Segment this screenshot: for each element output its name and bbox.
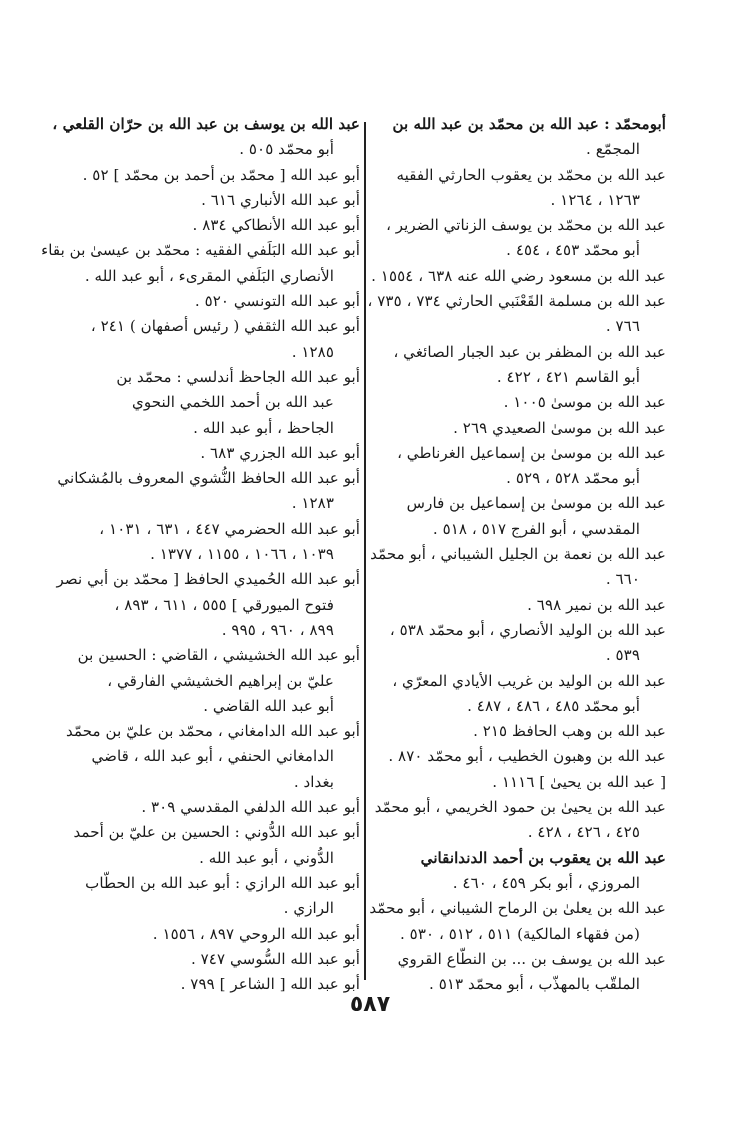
entry-line: أبو عبد الله الأنطاكي ٨٣٤ . xyxy=(192,216,360,235)
entry-line: عبد الله بن الوليد الأنصاري ، أبو محمّد ٥٣٨ ، xyxy=(389,620,666,639)
entry-line: عبد الله بن يوسف بن عبد الله بن حرّان القلعي ، xyxy=(52,115,360,133)
index-column-right xyxy=(367,112,666,997)
index-entry xyxy=(369,896,666,947)
index-entry xyxy=(378,593,666,618)
index-entry xyxy=(374,795,666,846)
index-entry xyxy=(56,567,360,643)
entry-line: أبو عبد الله [ الشاعر ] ٧٩٩ . xyxy=(180,975,360,994)
entry-line: أبو عبد الله الدامغاني ، محمّد بن عليّ بن محمّد xyxy=(66,722,360,741)
entry-continuation-line: ٥٣٩ . xyxy=(605,646,640,665)
entry-line: أبو عبد الله السُّوسي ٧٤٧ . xyxy=(190,949,360,968)
index-entry xyxy=(70,365,360,441)
entry-line: أبو عبد الله الجاحظ أندلسي : محمّد بن xyxy=(116,367,360,386)
index-entry xyxy=(41,238,360,289)
entry-continuation-line: ٤٢٥ ، ٤٢٦ ، ٤٢٨ . xyxy=(527,823,640,842)
entry-continuation-line: عليّ بن إبراهيم الخشيشي الفارقي ، xyxy=(107,671,334,690)
entry-continuation-line: أبو محمّد ٥٢٨ ، ٥٢٩ . xyxy=(506,469,640,488)
entry-line: عبد الله بن يحيىٰ بن حمود الخريمي ، أبو محمّد xyxy=(374,798,666,817)
entry-line: عبد الله بن مسعود رضي الله عنه ٦٣٨ ، ١٥٥٤ . xyxy=(371,266,666,285)
entry-line: عبد الله بن الوليد بن غريب الأيادي المعرّي ، xyxy=(392,671,666,690)
index-entry xyxy=(370,542,666,593)
entry-continuation-line: الدامغاني الحنفي ، أبو عبد الله ، قاضي xyxy=(91,747,334,766)
entry-line: أبو عبد الله البَلَفي الفقيه : محمّد بن عيسىٰ بن بقاء xyxy=(41,241,360,260)
entry-line: أبو عبد الله الرازي : أبو عبد الله بن الحطّاب xyxy=(85,873,360,892)
index-entry xyxy=(378,491,666,542)
entry-continuation-line: الرازي . xyxy=(283,899,334,918)
index-entry xyxy=(70,517,360,568)
entry-line: [ عبد الله بن يحيىٰ ] ١١١٦ . xyxy=(492,772,666,791)
entry-line: أبو عبد الله الحافظ النُّشوي المعروف بالمُشكاني xyxy=(57,469,360,488)
entry-line: عبد الله بن يعلىٰ بن الرماح الشيباني ، أبو محمّد xyxy=(369,899,666,918)
entry-continuation-line: ١٢٨٣ . xyxy=(291,494,334,513)
index-entry xyxy=(378,112,666,163)
entry-line: أبو عبد الله الحضرمي ٤٤٧ ، ٦٣١ ، ١٠٣١ ، xyxy=(99,519,360,538)
entry-continuation-line: (من فقهاء المالكية) ٥١١ ، ٥١٢ ، ٥٣٠ . xyxy=(400,924,640,943)
index-entry xyxy=(70,188,360,213)
entry-line: عبد الله بن موسىٰ بن إسماعيل بن فارس xyxy=(406,494,666,513)
index-entry xyxy=(378,213,666,264)
entry-continuation-line: المقدسي ، أبو الفرج ٥١٧ ، ٥١٨ . xyxy=(432,519,640,538)
index-entry xyxy=(66,719,360,795)
entry-line: أبو عبد الله الخشيشي ، القاضي : الحسين بن xyxy=(77,646,360,665)
entry-line: عبد الله بن محمّد بن يوسف الزناتي الضرير ، xyxy=(386,216,666,235)
entry-continuation-line: أبو محمّد ٤٨٥ ، ٤٨٦ ، ٤٨٧ . xyxy=(467,696,640,715)
index-entry xyxy=(70,163,360,188)
entry-line: عبد الله بن محمّد بن يعقوب الحارثي الفقيه xyxy=(396,165,666,184)
entry-continuation-line: أبو عبد الله القاضي . xyxy=(203,696,334,715)
index-entry xyxy=(70,922,360,947)
entry-line: عبد الله بن يوسف بن ... بن النطّاع القروي xyxy=(397,949,666,968)
entry-line: أبو عبد الله الدُّوني : الحسين بن عليّ بن أحمد xyxy=(73,823,360,842)
entry-line: عبد الله بن المظفر بن عبد الجبار الصائغي ، xyxy=(393,342,666,361)
index-entry xyxy=(70,289,360,314)
index-entry xyxy=(378,441,666,492)
index-entry xyxy=(378,340,666,391)
index-entry xyxy=(70,643,360,719)
entry-line: عبد الله بن مسلمة القَعْنَبي الحارثي ٧٣٤ ، ٧٣٥ ، xyxy=(367,292,666,311)
index-entry xyxy=(378,770,666,795)
index-column-left xyxy=(41,112,360,997)
index-entry xyxy=(70,213,360,238)
entry-line: عبد الله بن وهبون الخطيب ، أبو محمّد ٨٧٠ . xyxy=(388,747,666,766)
entry-continuation-line: الأنصاري البَلَفي المقرىء ، أبو عبد الله . xyxy=(84,266,334,285)
index-entry xyxy=(57,466,360,517)
entry-continuation-line: ١٢٦٣ ، ١٢٦٤ . xyxy=(550,190,640,209)
page-number: ٥٨٧ xyxy=(349,992,391,1017)
index-entry xyxy=(378,669,666,720)
entry-line: أبو عبد الله الأنباري ٦١٦ . xyxy=(201,190,360,209)
entry-line: أبو عبد الله [ محمّد بن أحمد بن محمّد ] ٥٢ . xyxy=(82,165,360,184)
entry-continuation-line: أبو القاسم ٤٢١ ، ٤٢٢ . xyxy=(496,367,640,386)
entry-continuation-line: ٦٦٠ . xyxy=(605,570,640,589)
index-entry xyxy=(378,744,666,769)
entry-continuation-line: الملقّب بالمهذّب ، أبو محمّد ٥١٣ . xyxy=(429,975,640,994)
entry-line: أبو عبد الله الدلفي المقدسي ٣٠٩ . xyxy=(141,798,360,817)
index-entry xyxy=(378,947,666,998)
entry-line: أبو عبد الله الجزري ٦٨٣ . xyxy=(200,443,360,462)
column-divider xyxy=(364,122,366,980)
index-entry xyxy=(378,846,666,897)
entry-line: عبد الله بن موسىٰ بن إسماعيل الغرناطي ، xyxy=(397,443,666,462)
entry-continuation-line: ١٠٣٩ ، ١٠٦٦ ، ١١٥٥ ، ١٣٧٧ . xyxy=(150,545,334,564)
entry-continuation-line: أبو محمّد ٥٠٥ . xyxy=(239,140,334,159)
index-entry xyxy=(70,820,360,871)
entry-continuation-line: المجمّع . xyxy=(586,140,640,159)
entry-line: أبو عبد الله الثقفي ( رئيس أصفهان ) ٢٤١ ، xyxy=(90,317,360,336)
index-entry xyxy=(378,618,666,669)
index-entry xyxy=(70,314,360,365)
entry-continuation-line: ٧٦٦ . xyxy=(605,317,640,336)
index-entry xyxy=(70,441,360,466)
index-entry xyxy=(371,264,666,289)
index-entry xyxy=(378,416,666,441)
entry-line: أبومحمّد : عبد الله بن محمّد بن عبد الله بن xyxy=(392,115,666,133)
entry-continuation-line: المروزي ، أبو بكر ٤٥٩ ، ٤٦٠ . xyxy=(452,873,640,892)
index-entry xyxy=(367,289,666,340)
index-entry xyxy=(378,163,666,214)
entry-line: أبو عبد الله الحُميدي الحافظ [ محمّد بن أبي نصر xyxy=(56,570,360,589)
entry-line: عبد الله بن موسىٰ الصعيدي ٢٦٩ . xyxy=(453,418,666,437)
index-entry xyxy=(378,390,666,415)
entry-line: عبد الله بن موسىٰ ١٠٠٥ . xyxy=(503,393,666,412)
entry-line: عبد الله بن نعمة بن الجليل الشيباني ، أبو محمّد xyxy=(370,545,666,564)
index-entry xyxy=(378,719,666,744)
entry-continuation-line: بغداد . xyxy=(293,772,334,791)
entry-continuation-line: ٨٩٩ ، ٩٦٠ ، ٩٩٥ . xyxy=(221,620,334,639)
index-entry xyxy=(70,871,360,922)
entry-line: عبد الله بن وهب الحافظ ٢١٥ . xyxy=(473,722,666,741)
index-entry xyxy=(52,112,360,163)
entry-line: عبد الله بن نمير ٦٩٨ . xyxy=(527,595,666,614)
entry-line: أبو عبد الله التونسي ٥٢٠ . xyxy=(194,292,360,311)
entry-continuation-line: عبد الله بن أحمد اللخمي النحوي xyxy=(131,393,334,412)
entry-line: أبو عبد الله الروحي ٨٩٧ ، ١٥٥٦ . xyxy=(152,924,360,943)
index-entry xyxy=(70,795,360,820)
entry-continuation-line: فتوح الميورقي ] ٥٥٥ ، ٦١١ ، ٨٩٣ ، xyxy=(114,595,334,614)
entry-continuation-line: ١٢٨٥ . xyxy=(291,342,334,361)
index-entry xyxy=(70,947,360,972)
entry-continuation-line: الجاحظ ، أبو عبد الله . xyxy=(193,418,334,437)
entry-continuation-line: أبو محمّد ٤٥٣ ، ٤٥٤ . xyxy=(506,241,640,260)
entry-line: عبد الله بن يعقوب بن أحمد الدندانقاني xyxy=(420,848,666,867)
entry-continuation-line: الدُّوني ، أبو عبد الله . xyxy=(199,848,334,867)
